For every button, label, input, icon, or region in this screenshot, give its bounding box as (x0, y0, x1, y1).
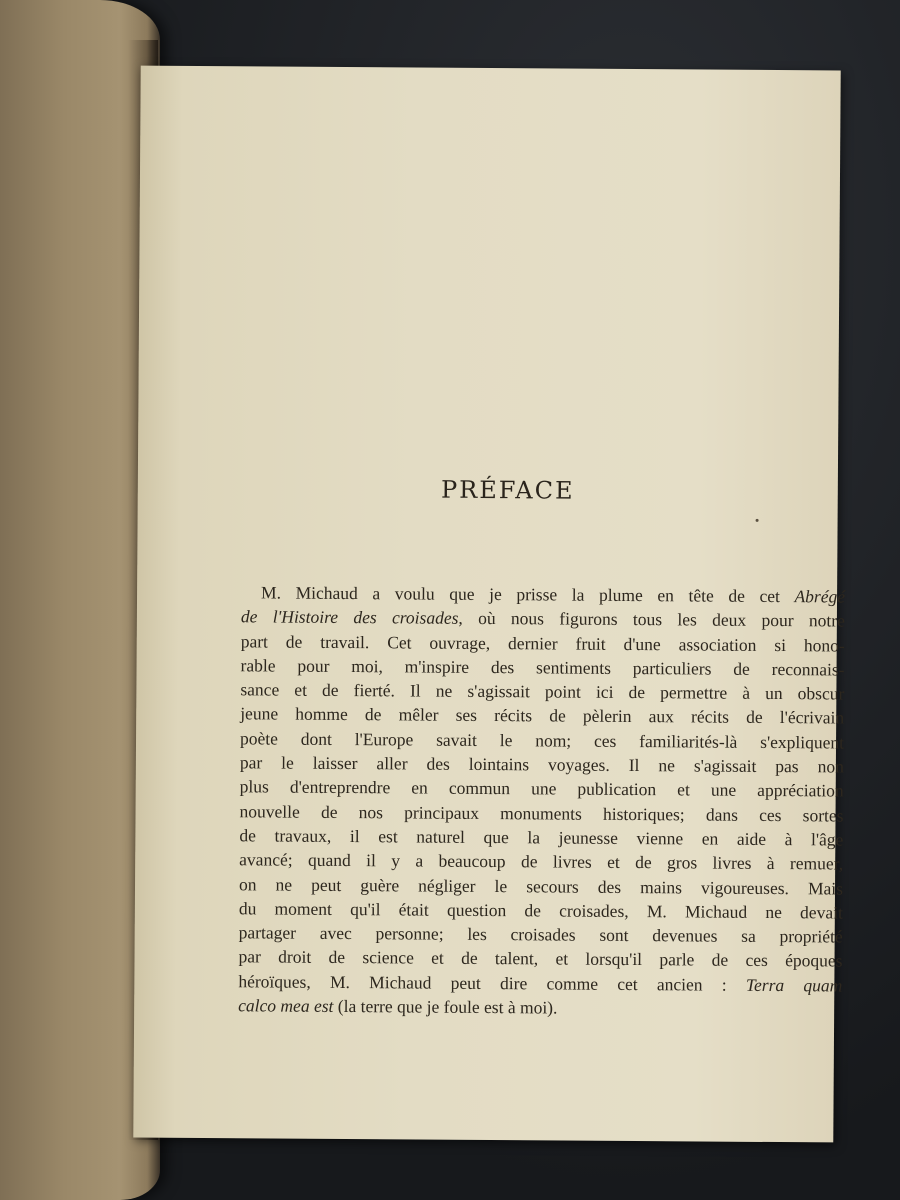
paper-speck (756, 519, 759, 522)
text-run: par le laisser aller des lointains voyages. Il ne s'agissait pas non (239, 752, 844, 777)
page-title: PRÉFACE (440, 475, 575, 505)
text-line (241, 605, 845, 634)
text-line (238, 993, 842, 1022)
text-run: jeune homme de mêler ses récits de pèlerin aux récits de l'écrivain (240, 703, 845, 728)
text-run: avancé; quand il y a beaucoup de livres et de gros livres à remuer, (239, 849, 844, 874)
italic-text: Abrégé (794, 586, 846, 607)
text-run: par droit de science et de talent, et lorsqu'il parle de ces époques (238, 946, 843, 971)
text-run: M. Michaud a voulu que je prisse la plume en tête de cet (261, 582, 795, 607)
text-run: poète dont l'Europe savait le nom; ces familiarités-là s'expliquent (239, 728, 845, 753)
text-run: du moment qu'il était question de croisades, M. Michaud ne devait (238, 898, 843, 923)
text-run: (la terre que je foule est à moi). (333, 995, 558, 1018)
text-run: sance et de fierté. Il ne s'agissait point ici de permettre à un obscur (240, 679, 845, 704)
text-line (240, 775, 844, 804)
text-line (239, 848, 843, 877)
text-run: de travaux, il est naturel que la jeunesse vienne en aide à l'âge (239, 825, 844, 850)
preface-paragraph (238, 580, 845, 1022)
text-run: , où nous figurons tous les deux pour notre (458, 608, 845, 631)
text-run: on ne peut guère négliger le secours des mains vigoureuses. Mais (238, 873, 844, 899)
italic-text: Terra quam (745, 974, 843, 996)
italic-text: de l'Histoire des croisades (240, 606, 459, 629)
text-run: nouvelle de nos principaux monuments historiques; dans ces sortes (239, 800, 844, 826)
page-content (133, 66, 846, 1143)
text-run: partager avec personne; les croisades sont devenues sa propriété (238, 922, 843, 947)
text-run: rable pour moi, m'inspire des sentiments particuliers de reconnais- (240, 655, 845, 680)
italic-text: calco mea est (238, 995, 334, 1016)
book-page (133, 66, 846, 1143)
text-run: héroïques, M. Michaud peut dire comme cet ancien : (238, 971, 747, 995)
text-run: plus d'entreprendre en commun une publication et une appréciation (239, 776, 844, 801)
text-run: part de travail. Cet ouvrage, dernier fruit d'une association si hono- (240, 630, 845, 656)
